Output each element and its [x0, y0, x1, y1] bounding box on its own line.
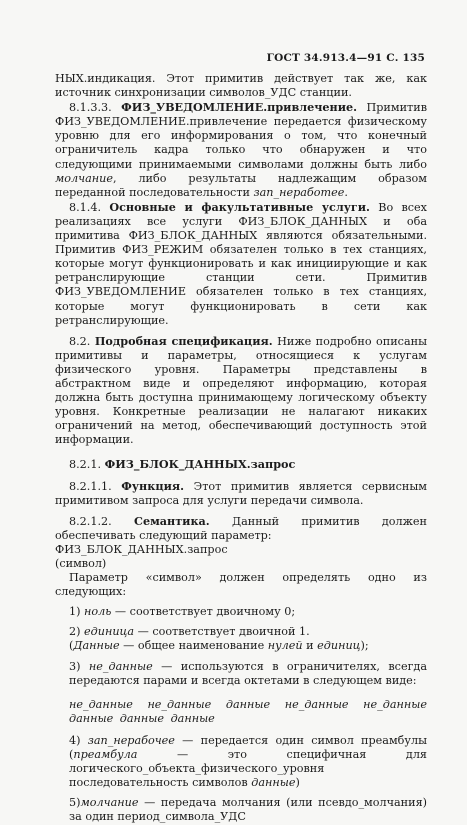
section-text: , либо результаты надлежащим образом переданной последовательности: [55, 171, 427, 199]
list-text: — соответствует двоичной 1.: [134, 625, 310, 639]
section-number: 8.2.: [69, 334, 91, 348]
section-title: Функция.: [121, 478, 185, 493]
section-number: 8.2.1.: [69, 458, 102, 472]
section-title: ФИЗ_УВЕДОМЛЕНИЕ.привлечение.: [121, 100, 358, 115]
list-item-4: [55, 734, 427, 790]
list-text: ): [295, 776, 300, 790]
section-text: Ниже подробно описаны примитивы и параметры, относящиеся к услугам физического уровня. Параметры представлены в абстрактном виде и определяют информацию, которая должна быть доступна принимающему логическому объекту уровня. Конкретные реализации не налагают никаких ограничений на метод, обеспечивающий доступность этой информации.: [55, 334, 427, 447]
section-text: Этот примитив является сервисным примитивом запроса для услуги передачи символа.: [55, 479, 427, 507]
section-title: Подробная спецификация.: [94, 333, 273, 348]
list-text: — это специфичная для логического_объекта_физического_уровня последовательность символов: [69, 748, 427, 790]
term: Данные: [73, 639, 120, 653]
list-item-1: [55, 605, 427, 619]
term: молчание: [55, 171, 113, 185]
list-number: 3): [69, 659, 81, 673]
list-item-3: [55, 660, 427, 688]
section-number: 8.1.3.3.: [69, 101, 112, 115]
term: зап_неработее: [253, 185, 345, 199]
section-text: Данный примитив должен обеспечивать следующий параметр:: [55, 514, 428, 542]
section-title: Семантика.: [134, 513, 210, 528]
parameter-description: Параметр «символ» должен определять одно из следующих:: [55, 571, 427, 599]
term: единица: [84, 625, 135, 639]
section-8-1-4: [55, 200, 427, 328]
primitive-name: ФИЗ_БЛОК_ДАННЫХ.запрос: [55, 542, 228, 556]
term: не_данные: [88, 659, 153, 673]
list-number: 1): [69, 605, 81, 619]
section-text: Во всех реализациях все услуги ФИЗ_БЛОК_ДАННЫХ и оба примитива ФИЗ_БЛОК_ДАННЫХ являются обязательными. Примитив ФИЗ_РЕЖИМ обязателен только в тех станциях, которые могут функционировать и как инициирующие и как ретранслирующие станции сети. Примитив ФИЗ_УВЕДОМЛЕНИЕ обязателен только в тех станциях, которые могут функционировать в сети как ретранслирующие.: [55, 200, 427, 327]
octet-example: не_данные не_данные данные не_данные не_данные данные данные данные: [69, 697, 427, 725]
term: единиц: [317, 639, 361, 653]
primitive-parameter: (символ): [55, 557, 107, 570]
list-text: — передается один символ преамбулы (: [69, 733, 427, 762]
term: молчание: [80, 796, 139, 810]
section-text: Примитив ФИЗ_УВЕДОМЛЕНИЕ.привлечение передается физическому уровню для его информирования о том, что конечный ограничитель кадра только что обнаружен и что следующими принимаемыми символами должны быть либо: [55, 101, 427, 171]
term: зап_нерабочее: [87, 733, 175, 747]
section-text: .: [344, 185, 348, 199]
list-number: 4): [69, 733, 81, 747]
paragraph-continuation: НЫХ.индикация. Этот примитив действует так же, как источник синхронизации символов_УДС станции.: [55, 72, 427, 100]
note-text: (: [69, 639, 74, 653]
list-text: — передача молчания (или псевдо_молчания) за один период_символа_УДС: [69, 796, 427, 824]
term: данные: [251, 776, 296, 790]
section-title: ФИЗ_БЛОК_ДАННЫХ.запрос: [104, 457, 296, 472]
list-number: 5): [69, 796, 81, 810]
list-text: — соответствует двоичному 0;: [111, 605, 296, 619]
term: ноль: [84, 605, 112, 619]
list-number: 2): [69, 625, 81, 639]
section-number: 8.2.1.1.: [69, 479, 112, 493]
term: преамбула: [73, 748, 138, 762]
list-item-5: [55, 796, 427, 824]
term: нулей: [267, 639, 303, 653]
section-8-2-1: [55, 457, 427, 472]
page-header: ГОСТ 34.913.4—91 С. 135: [266, 52, 425, 64]
section-8-1-3-3: [55, 100, 427, 200]
note-text: );: [360, 639, 369, 653]
note-text: и: [302, 639, 318, 653]
list-item-2: [55, 625, 427, 639]
list-text: — используются в ограничителях, всегда передаются парами и всегда октетами в следующем виде:: [69, 659, 427, 687]
document-body: [55, 72, 427, 825]
section-title: Основные и факультативные услуги.: [109, 199, 370, 214]
section-8-2: [55, 334, 427, 448]
section-8-2-1-1: [55, 479, 427, 508]
section-8-2-1-2: [55, 514, 427, 543]
section-number: 8.2.1.2.: [69, 514, 112, 528]
section-number: 8.1.4.: [69, 200, 102, 214]
list-note: [55, 639, 427, 653]
note-text: — общее наименование: [119, 639, 268, 653]
